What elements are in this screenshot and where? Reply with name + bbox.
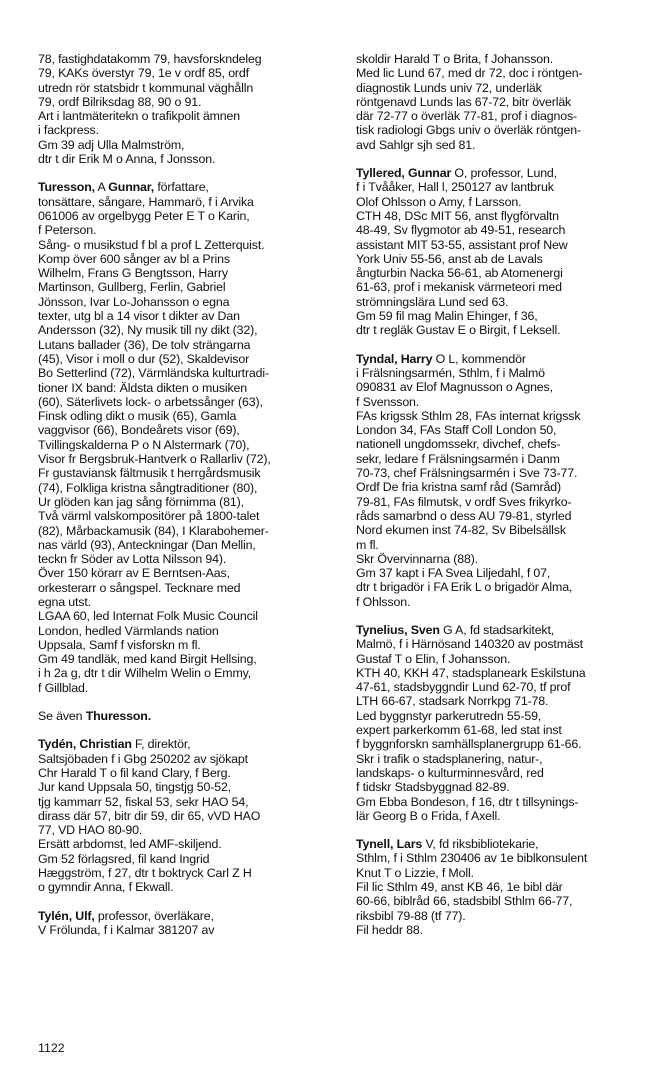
entry-line: m fl. — [356, 537, 379, 552]
entry-line: 47-61, stadsbyggndir Lund 62-70, tf prof — [356, 680, 571, 695]
entry-line: 090831 av Elof Magnusson o Agnes, — [356, 380, 553, 395]
see-also-prefix: Se även — [38, 709, 86, 724]
entry-line: Gm 49 tandläk, med kand Birgit Hellsing, — [38, 652, 257, 667]
entry-line: Lutans ballader (36), De tolv strängarna — [38, 337, 251, 352]
entry-heading — [356, 352, 652, 366]
entry-heading-rest: V, fd riksbibliotekarie, — [422, 837, 539, 852]
entry-line: Fil lic Sthlm 49, anst KB 46, 1e bibl där — [356, 880, 563, 895]
entry-line: Ersätt arbdomst, led AMF-skiljend. — [38, 837, 222, 852]
entry-given-prefix: A — [94, 180, 109, 195]
entry-line: där 72-77 o överläk 77-81, prof i diagnos- — [356, 109, 577, 124]
entry-line: Gm Ebba Bondeson, f 16, dtr t tillsynings- — [356, 794, 579, 809]
entry-tyndal-harry — [356, 352, 652, 609]
entry-line: landskaps- o kulturminnesvård, red — [356, 765, 544, 780]
entry-line: i fackpress. — [38, 123, 99, 138]
entry-line: Gm 59 fil mag Malin Ehinger, f 36, — [356, 309, 538, 324]
entry-line: Led byggnstyr parkerutredn 55-59, — [356, 708, 542, 723]
entry-line: Gm 37 kapt i FA Svea Liljedahl, f 07, — [356, 566, 551, 581]
entry-line: expert parkerkomm 61-68, led stat inst — [356, 723, 562, 738]
entry-line: dtr t regläk Gustav E o Birgit, f Leksell. — [356, 323, 561, 338]
entry-surname: Turesson, — [38, 180, 95, 195]
entry-heading-rest: O L, kommendör — [432, 351, 526, 366]
entry-line: strömningslära Lund sed 63. — [356, 294, 509, 309]
entry-line: dtr t dir Erik M o Anna, f Jonsson. — [38, 152, 216, 167]
entry-line: 79-81, FAs filmutsk, v ordf Sves frikyrko- — [356, 494, 572, 509]
entry-heading-rest: G A, fd stadsarkitekt, — [439, 622, 555, 637]
entry-heading-rest: O, professor, Lund, — [451, 166, 557, 181]
entry-line: f byggnforskn samhällsplanergrupp 61-66. — [356, 737, 582, 752]
entry-line: råds samarbnd o dess AU 79-81, styrled — [356, 508, 572, 523]
entry-heading-rest: professor, överläkare, — [94, 908, 214, 923]
entry-line: 70-73, chef Frälsningsarmén i Sve 73-77. — [356, 466, 578, 481]
entry-heading-rest: författare, — [154, 180, 209, 195]
entry-line: CTH 48, DSc MIT 56, anst flygförvaltn — [356, 208, 559, 223]
entry-line: Wilhelm, Frans G Bengtsson, Harry — [38, 266, 228, 281]
entry-line: York Univ 55-56, anst ab de Lavals — [356, 251, 543, 266]
entry-line: Visor fr Bergsbruk-Hantverk o Rallarliv (72), — [38, 452, 271, 467]
entry-line: nationell ungdomssekr, divchef, chefs- — [356, 437, 561, 452]
entry-line: FAs krigssk Sthlm 28, FAs internat krigssk — [356, 408, 581, 423]
right-column — [356, 52, 652, 951]
entry-line: Gm 52 förlagsred, fil kand Ingrid — [38, 851, 210, 866]
entry-line: orkesterarr o sångspel. Tecknare med — [38, 580, 241, 595]
entry-line: Finsk odling dikt o musik (65), Gamla — [38, 409, 237, 424]
entry-line: Jönsson, Ivar Lo-Johansson o egna — [38, 294, 230, 309]
entry-line: skoldir Harald T o Brita, f Johansson. — [356, 52, 554, 66]
entry-line: 48-49, Sv flygmotor ab 49-51, research — [356, 223, 566, 238]
entry-line: Gustaf T o Elin, f Johansson. — [356, 651, 511, 666]
entry-line: ångturbin Nacka 56-61, ab Atomenergi — [356, 266, 563, 281]
entry-line: Skr i trafik o stadsplanering, natur-, — [356, 751, 543, 766]
entry-line: Två värml valskompositörer på 1800-talet — [38, 509, 260, 524]
entry-name: Tyndal, Harry — [356, 351, 433, 366]
entry-line: Malmö, f i Härnösand 140320 av postmäst — [356, 637, 583, 652]
entry-line: 79, KAKs överstyr 79, 1e v ordf 85, ordf — [38, 66, 249, 81]
entry-line: f Gillblad. — [38, 680, 88, 695]
entry-line: Över 150 körarr av E Berntsen-Aas, — [38, 566, 230, 581]
entry-line: vaggvisor (66), Bondeårets visor (69), — [38, 423, 240, 438]
entry-line: Gm 39 adj Ulla Malmström, — [38, 137, 185, 152]
entry-line: Sång- o musikstud f bl a prof L Zetterquist. — [38, 237, 265, 252]
entry-line: diagnostik Lunds univ 72, underläk — [356, 80, 542, 95]
page-number: 1122 — [38, 1041, 65, 1055]
entry-tynell-lars — [356, 837, 652, 937]
entry-line: o gymndir Anna, f Ekwall. — [38, 880, 174, 895]
entry-line: (60), Säterlivets lock- o arbetssånger (63), — [38, 394, 263, 409]
entry-heading — [38, 180, 332, 194]
entry-heading — [38, 737, 332, 751]
entry-line: sekr, ledare f Frälsningsarmén i Danm — [356, 451, 560, 466]
entry-line: Ordf De fria kristna samf råd (Samråd) — [356, 480, 561, 495]
entry-line: Bo Setterlind (72), Värmländska kulturtradi- — [38, 366, 269, 381]
entry-heading — [356, 166, 652, 180]
entry-line: Jur kand Uppsala 50, tingstjg 50-52, — [38, 780, 231, 795]
cross-reference-line — [38, 709, 332, 723]
entry-line: f Ohlsson. — [356, 594, 411, 609]
entry-line: Saltsjöbaden f i Gbg 250202 av sjökapt — [38, 751, 248, 766]
entry-line: Ur glöden kan jag sång förnimma (81), — [38, 494, 244, 509]
entry-line: Andersson (32), Ny musik till ny dikt (32), — [38, 323, 258, 338]
entry-line: (45), Visor i moll o dur (52), Skaldevisor — [38, 351, 250, 366]
entry-line: teckn fr Söder av Lotta Nilsson 94). — [38, 552, 227, 567]
entry-line: KTH 40, KKH 47, stadsplaneark Eskilstuna — [356, 665, 586, 680]
entry-tyden-christian — [38, 737, 332, 894]
entry-line: 79, ordf Bilriksdag 88, 90 o 91. — [38, 94, 202, 109]
entry-line: avd Sahlgr sjh sed 81. — [356, 137, 476, 152]
entry-line: f i Tvååker, Hall l, 250127 av lantbruk — [356, 180, 554, 195]
entry-line: LGAA 60, led Internat Folk Music Council — [38, 609, 258, 624]
cross-reference-thuresson — [38, 709, 332, 723]
entry-line: London, hedled Värmlands nation — [38, 623, 219, 638]
entry-line: tjg kammarr 52, fiskal 53, sekr HAO 54, — [38, 794, 249, 809]
entry-line: LTH 66-67, stadsark Norrkpg 71-78. — [356, 694, 549, 709]
entry-name: Tyllered, Gunnar — [356, 166, 452, 181]
entry-line: nas värld (93), Anteckningar (Dan Mellin, — [38, 537, 256, 552]
entry-line: V Frölunda, f i Kalmar 381207 av — [38, 922, 215, 937]
entry-name: Tydén, Christian — [38, 737, 132, 752]
entry-line: Tvillingskalderna P o N Alstermark (70), — [38, 437, 250, 452]
entry-line: i h 2a g, dtr t dir Wilhelm Welin o Emmy, — [38, 666, 252, 681]
entry-heading-rest: F, direktör, — [131, 737, 191, 752]
entry-line: tonsättare, sångare, Hammarö, f i Arvika — [38, 194, 254, 209]
entry-heading — [356, 623, 652, 637]
entry-line: Art i lantmäteritekn o trafikpolit ämnen — [38, 109, 240, 124]
entry-heading — [356, 837, 652, 851]
entry-tyllered-gunnar — [356, 166, 652, 338]
entry-line: lär Georg B o Frida, f Axell. — [356, 808, 501, 823]
entry-line: Sthlm, f i Sthlm 230406 av 1e biblkonsulent — [356, 851, 588, 866]
entry-line: egna utst. — [38, 594, 91, 609]
see-also-name: Thuresson. — [85, 709, 151, 724]
entry-continued-from-previous-page — [38, 52, 332, 166]
entry-name: Tylén, Ulf, — [38, 908, 95, 923]
entry-line: texter, utg bl a 14 visor t dikter av Dan — [38, 309, 240, 324]
entry-line: Olof Ohlsson o Amy, f Larsson. — [356, 194, 522, 209]
left-column — [38, 52, 332, 951]
entry-line: London 34, FAs Staff Coll London 50, — [356, 423, 557, 438]
entry-line: dirass där 57, bitr dir 59, dir 65, vVD HAO — [38, 808, 261, 823]
entry-line: Skr Övervinnarna (88). — [356, 551, 479, 566]
entry-line: Fil heddr 88. — [356, 922, 423, 937]
entry-line: Fr gustaviansk fältmusik t herrgårdsmusik — [38, 466, 261, 481]
entry-heading — [38, 909, 332, 923]
entry-line: tisk radiologi Gbgs univ o överläk röntgen- — [356, 123, 581, 138]
entry-line: Chr Harald T o fil kand Clary, f Berg. — [38, 765, 231, 780]
entry-line: Med lic Lund 67, med dr 72, doc i röntgen- — [356, 66, 583, 81]
entry-line: Knut T o Lizzie, f Moll. — [356, 865, 474, 880]
entry-line: dtr t brigadör i FA Erik L o brigadör Alma, — [356, 580, 573, 595]
entry-line: f Peterson. — [38, 223, 97, 238]
entry-name: Tynelius, Sven — [356, 622, 440, 637]
entry-line: 77, VD HAO 80-90. — [38, 823, 143, 838]
entry-line: 61-63, prof i mekanisk värmeteori med — [356, 280, 562, 295]
entry-name: Tynell, Lars — [356, 837, 423, 852]
entry-given-name: Gunnar, — [108, 180, 155, 195]
entry-line: 60-66, biblråd 66, stadsbibl Sthlm 66-77, — [356, 894, 573, 909]
entry-line: tioner IX band: Äldsta dikten o musiken — [38, 380, 248, 395]
entry-line: f tidskr Stadsbyggnad 82-89. — [356, 780, 510, 795]
entry-tynelius-sven — [356, 623, 652, 823]
entry-line: Martinson, Gullberg, Ferlin, Gabriel — [38, 280, 226, 295]
entry-line: 061006 av orgelbygg Peter E T o Karin, — [38, 208, 250, 223]
entry-line: (74), Folkliga kristna sångtraditioner (80), — [38, 480, 258, 495]
entry-line: f Svensson. — [356, 394, 420, 409]
entry-line: röntgenavd Lunds las 67-72, bitr överläk — [356, 94, 572, 109]
entry-line: Uppsala, Samf f visforskn m fl. — [38, 637, 201, 652]
entry-line: utredn rör statsbidr t kommunal väghålln — [38, 80, 254, 95]
entry-line: assistant MIT 53-55, assistant prof New — [356, 237, 568, 252]
entry-line: i Frälsningsarmén, Sthlm, f i Malmö — [356, 365, 545, 380]
entry-line: (82), Mårbackamusik (84), I Klarabohemer- — [38, 523, 269, 538]
entry-tylen-ulf — [38, 909, 332, 938]
entry-line: Komp över 600 sånger av bl a Prins — [38, 251, 230, 266]
entry-line: Nord ekumen inst 74-82, Sv Bibelsällsk — [356, 523, 566, 538]
entry-line: 78, fastighdatakomm 79, havsforskndeleg — [38, 52, 262, 66]
entry-line: riksbibl 79-88 (tf 77). — [356, 908, 466, 923]
entry-line: Hæggström, f 27, dtr t boktryck Carl Z H — [38, 866, 252, 881]
entry-tylen-ulf-continued — [356, 52, 652, 152]
entry-turesson-gunnar — [38, 180, 332, 695]
